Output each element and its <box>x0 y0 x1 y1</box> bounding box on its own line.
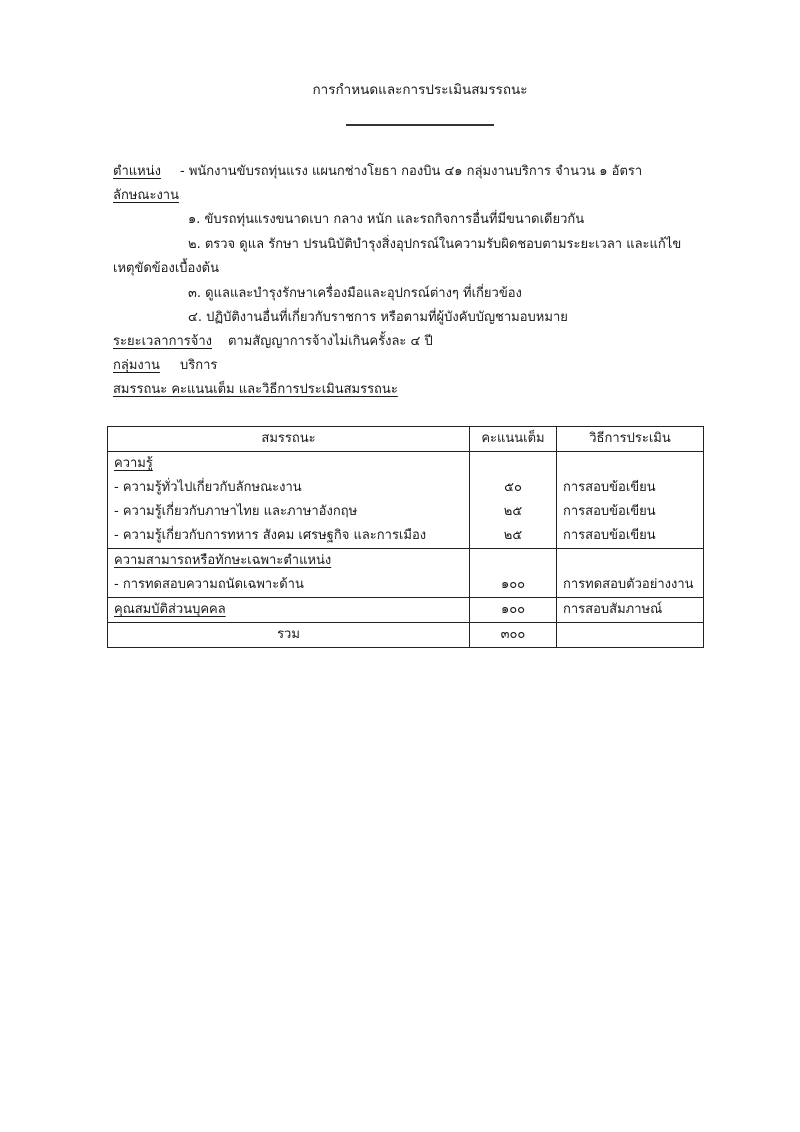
document-title: การกำหนดและการประเมินสมรรถนะ <box>312 82 528 98</box>
table-row-skills <box>108 549 704 598</box>
total-score: ๓๐๐ <box>500 627 526 642</box>
position-value: - พนักงานขับรถทุ่นแรง แผนกช่างโยธา กองบิน ๔๑ กลุ่มงานบริการ จำนวน ๑ อัตรา <box>180 164 643 179</box>
table-row-knowledge <box>108 452 704 549</box>
title-divider <box>346 124 494 126</box>
table-row-total <box>108 623 704 648</box>
score-personal-attributes: ๑๐๐ <box>500 602 526 617</box>
total-method <box>563 623 697 647</box>
job-nature-item-4: ๔. ปฏิบัติงานอื่นที่เกี่ยวกับราชการ หรือตามที่ผู้บังคับบัญชามอบหมาย <box>188 310 568 325</box>
item-military-social-knowledge: - ความรู้เกี่ยวกับการทหาร สังคม เศรษฐกิจ และการเมือง <box>114 528 427 543</box>
job-nature-label: ลักษณะงาน <box>113 188 179 203</box>
header-full-score: คะแนนเต็ม <box>470 427 557 452</box>
employment-period-value: ตามสัญญาการจ้างไม่เกินครั้งละ ๔ ปี <box>228 334 433 349</box>
method-aptitude-test: การทดสอบตัวอย่างงาน <box>563 577 694 592</box>
score-aptitude-test: ๑๐๐ <box>500 577 526 592</box>
total-label: รวม <box>277 627 300 642</box>
item-general-knowledge: - ความรู้ทั่วไปเกี่ยวกับลักษณะงาน <box>114 480 302 495</box>
score-language-knowledge: ๒๕ <box>503 504 523 519</box>
score-general-knowledge: ๕๐ <box>504 480 522 495</box>
competency-table <box>107 426 704 648</box>
job-nature-item-1: ๑. ขับรถทุ่นแรงขนาดเบา กลาง หนัก และรถกิจการอื่นที่มีขนาดเดียวกัน <box>188 212 585 227</box>
method-general-knowledge: การสอบข้อเขียน <box>563 480 656 495</box>
score-military-social-knowledge: ๒๕ <box>503 528 523 543</box>
work-group-value: บริการ <box>180 358 218 373</box>
item-aptitude-test: - การทดสอบความถนัดเฉพาะด้าน <box>114 577 304 592</box>
competency-heading: สมรรถนะ คะแนนเต็ม และวิธีการประเมินสมรรถนะ <box>113 382 398 397</box>
section-heading-personal-attributes: คุณสมบัติส่วนบุคคล <box>114 602 226 617</box>
header-competency: สมรรถนะ <box>108 427 470 452</box>
position-label: ตำแหน่ง <box>113 164 161 179</box>
employment-period-label: ระยะเวลาการจ้าง <box>113 334 212 349</box>
method-language-knowledge: การสอบข้อเขียน <box>563 504 656 519</box>
header-assessment-method: วิธีการประเมิน <box>557 427 704 452</box>
item-language-knowledge: - ความรู้เกี่ยวกับภาษาไทย และภาษาอังกฤษ <box>114 504 358 519</box>
method-personal-attributes: การสอบสัมภาษณ์ <box>563 602 663 617</box>
table-row-personal-attributes <box>108 598 704 623</box>
job-nature-item-3: ๓. ดูแลและบำรุงรักษาเครื่องมือและอุปกรณ์ต่างๆ ที่เกี่ยวข้อง <box>188 286 522 301</box>
method-military-social-knowledge: การสอบข้อเขียน <box>563 528 656 543</box>
section-heading-skills: ความสามารถหรือทักษะเฉพาะตำแหน่ง <box>114 553 332 568</box>
job-nature-item-2-cont: เหตุขัดข้องเบื้องต้น <box>113 261 220 276</box>
work-group-label: กลุ่มงาน <box>113 358 160 373</box>
table-header-row <box>108 427 704 452</box>
section-heading-knowledge: ความรู้ <box>114 456 153 471</box>
job-nature-item-2: ๒. ตรวจ ดูแล รักษา ปรนนิบัติบำรุงสิ่งอุปกรณ์ในความรับผิดชอบตามระยะเวลา และแก้ไข <box>188 237 682 252</box>
